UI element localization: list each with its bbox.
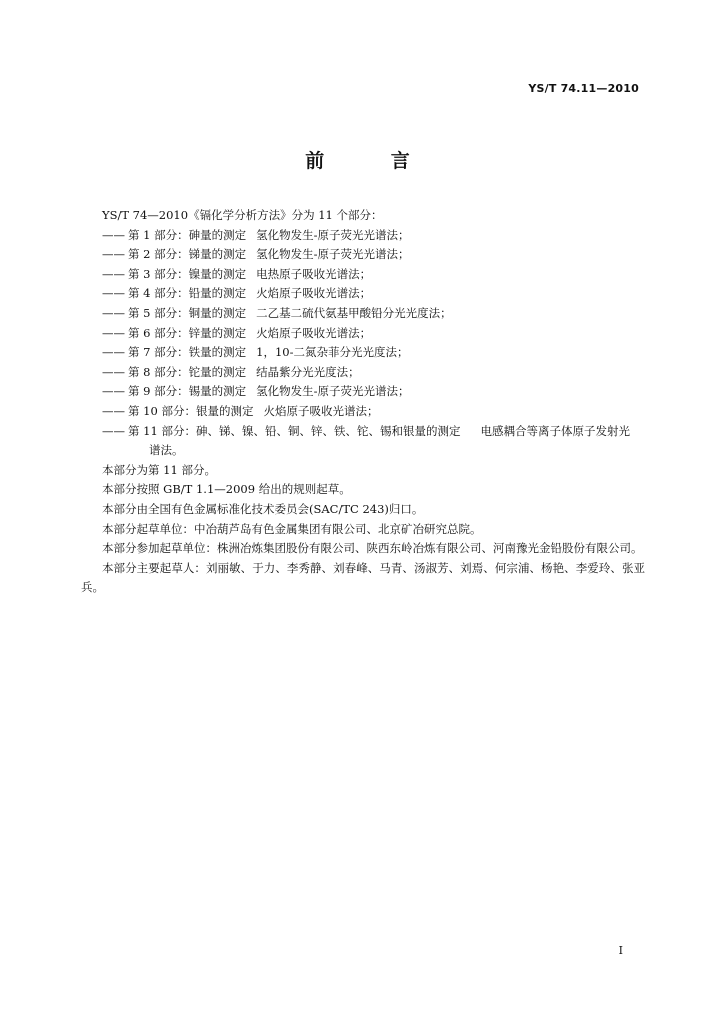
- list-dash: ——: [102, 266, 125, 281]
- part-11-continuation: 谱法。: [149, 443, 184, 458]
- part-method: 火焰原子吸收光谱法；: [256, 325, 372, 340]
- part-method: 电热原子吸收光谱法；: [256, 266, 372, 281]
- part-label: 第 7 部分：铁量的测定: [128, 345, 247, 360]
- list-dash: ——: [102, 325, 125, 340]
- part-label: 第 10 部分：银量的测定: [128, 403, 254, 418]
- part-label: 第 9 部分：锡量的测定: [128, 384, 247, 399]
- part-item: [81, 265, 645, 285]
- standard-code: YS/T 74.11—2010: [528, 82, 639, 95]
- foreword-body: [81, 206, 645, 598]
- list-dash: ——: [102, 423, 125, 438]
- part-label: 第 8 部分：铊量的测定: [128, 364, 247, 379]
- part-item: [81, 324, 645, 344]
- paragraph-drafters: 本部分主要起草人：刘丽敏、于力、李秀静、刘春峰、马青、汤淑芳、刘焉、何宗浦、杨艳、李爱玲、张亚兵。: [81, 560, 645, 595]
- parts-list: [81, 226, 645, 422]
- part-method: 1，10-二氮杂菲分光光度法；: [256, 345, 409, 360]
- part-label: 第 3 部分：镍量的测定: [128, 266, 247, 281]
- part-method: 氢化物发生-原子荧光光谱法；: [256, 384, 410, 399]
- list-dash: ——: [102, 247, 125, 262]
- list-dash: ——: [102, 286, 125, 301]
- part-item: [81, 343, 645, 363]
- part-method: 氢化物发生-原子荧光光谱法；: [256, 227, 410, 242]
- part-method: 氢化物发生-原子荧光光谱法；: [256, 247, 410, 262]
- part-item: [81, 382, 645, 402]
- paragraph-drafting-unit: 本部分起草单位：中冶葫芦岛有色金属集团有限公司、北京矿冶研究总院。: [102, 521, 482, 536]
- page-title: 前 言: [305, 150, 440, 172]
- part-label: 第 4 部分：铅量的测定: [128, 286, 247, 301]
- part-11-label: 第 11 部分：砷、锑、镍、铅、铜、锌、铁、铊、锡和银量的测定: [128, 423, 461, 438]
- part-label: 第 6 部分：锌量的测定: [128, 325, 247, 340]
- list-dash: ——: [102, 305, 125, 320]
- part-method: 二乙基二硫代氨基甲酸铅分光光度法；: [256, 305, 452, 320]
- paragraph-committee: 本部分由全国有色金属标准化技术委员会(SAC/TC 243)归口。: [102, 501, 424, 516]
- part-item: [81, 284, 645, 304]
- part-11-item: [81, 422, 645, 461]
- part-item: [81, 402, 645, 422]
- part-item: [81, 363, 645, 383]
- part-item: [81, 245, 645, 265]
- part-method: 火焰原子吸收光谱法；: [263, 403, 379, 418]
- paragraph-part-number: 本部分为第 11 部分。: [102, 462, 216, 477]
- part-11-method: 电感耦合等离子体原子发射光: [480, 423, 630, 438]
- list-dash: ——: [102, 384, 125, 399]
- part-method: 火焰原子吸收光谱法；: [256, 286, 372, 301]
- part-item: [81, 304, 645, 324]
- list-dash: ——: [102, 345, 125, 360]
- paragraph-drafting-rules: 本部分按照 GB/T 1.1—2009 给出的规则起草。: [102, 482, 351, 497]
- part-label: 第 5 部分：铜量的测定: [128, 305, 247, 320]
- list-dash: ——: [102, 364, 125, 379]
- page-number: I: [618, 944, 623, 957]
- paragraph-participating-units: 本部分参加起草单位：株洲冶炼集团股份有限公司、陕西东岭冶炼有限公司、河南豫光金铅股份有限公司。: [102, 541, 643, 556]
- part-item: [81, 226, 645, 246]
- list-dash: ——: [102, 227, 125, 242]
- list-dash: ——: [102, 403, 125, 418]
- intro-line: YS/T 74—2010《镉化学分析方法》分为 11 个部分：: [102, 208, 383, 222]
- part-method: 结晶紫分光光度法；: [256, 364, 360, 379]
- part-label: 第 2 部分：锑量的测定: [128, 247, 247, 262]
- part-label: 第 1 部分：砷量的测定: [128, 227, 247, 242]
